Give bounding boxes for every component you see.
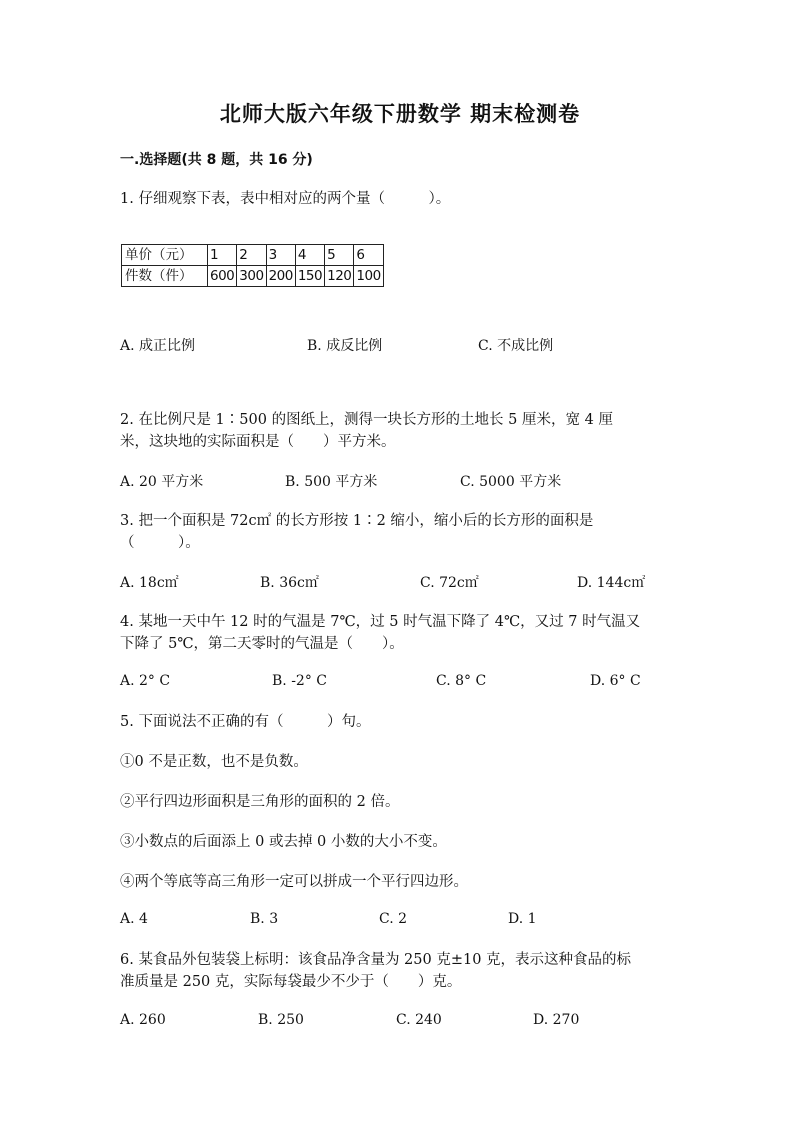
q3-option-b: B. 36c㎡ [260, 575, 319, 591]
q2-option-a: A. 20 平方米 [120, 474, 204, 490]
q5-option-d: D. 1 [508, 911, 537, 927]
q5-option-c: C. 2 [379, 911, 408, 927]
table-cell: 2 [237, 245, 266, 266]
table-cell: 5 [325, 245, 354, 266]
q5-option-b: B. 3 [250, 911, 279, 927]
q4-option-b: B. -2° C [272, 673, 327, 689]
q6-option-c: C. 240 [396, 1012, 442, 1028]
section-heading: 一.选择题(共 8 题，共 16 分) [120, 152, 313, 168]
table-cell: 3 [266, 245, 295, 266]
q6-option-b: B. 250 [258, 1012, 304, 1028]
q4-option-c: C. 8° C [436, 673, 487, 689]
table-row [122, 245, 384, 266]
table-cell: 200 [266, 266, 295, 287]
q5-statement-3: ③小数点的后面添上 0 或去掉 0 小数的大小不变。 [120, 834, 447, 850]
table-cell: 单价（元） [122, 245, 208, 266]
q2-stem-line2: 米，这块地的实际面积是（ ）平方米。 [120, 434, 396, 450]
q6-stem-line2: 准质量是 250 克，实际每袋最少不少于（ ）克。 [120, 974, 462, 990]
q4-option-d: D. 6° C [590, 673, 641, 689]
q4-option-a: A. 2° C [120, 673, 171, 689]
q1-stem: 1. 仔细观察下表，表中相对应的两个量（ ）。 [120, 191, 451, 207]
q3-option-d: D. 144c㎡ [577, 575, 646, 591]
q6-option-d: D. 270 [533, 1012, 580, 1028]
q2-option-c: C. 5000 平方米 [460, 474, 562, 490]
table-cell: 150 [295, 266, 324, 287]
table-cell: 件数（件） [122, 266, 208, 287]
q4-stem-line1: 4. 某地一天中午 12 时的气温是 7℃，过 5 时气温下降了 4℃，又过 7 时气温又 [120, 614, 641, 630]
table-cell: 4 [295, 245, 324, 266]
q5-stem: 5. 下面说法不正确的有（ ）句。 [120, 714, 371, 730]
table-cell: 300 [237, 266, 266, 287]
q1-option-c: C. 不成比例 [478, 338, 554, 354]
q3-option-a: A. 18c㎡ [120, 575, 179, 591]
price-quantity-table [121, 244, 384, 287]
table-cell: 6 [354, 245, 383, 266]
q2-stem-line1: 2. 在比例尺是 1∶500 的图纸上，测得一块长方形的土地长 5 厘米，宽 4 厘 [120, 412, 613, 428]
table-cell: 100 [354, 266, 383, 287]
q5-statement-2: ②平行四边形面积是三角形的面积的 2 倍。 [120, 794, 400, 810]
q4-stem-line2: 下降了 5℃，第二天零时的气温是（ ）。 [120, 636, 404, 652]
q5-statement-4: ④两个等底等高三角形一定可以拼成一个平行四边形。 [120, 874, 468, 890]
table-cell: 1 [208, 245, 237, 266]
q2-option-b: B. 500 平方米 [285, 474, 378, 490]
table-row [122, 266, 384, 287]
q3-stem-line2: （ ）。 [120, 535, 200, 551]
q1-option-a: A. 成正比例 [120, 338, 196, 354]
q1-option-b: B. 成反比例 [307, 338, 383, 354]
q3-stem-line1: 3. 把一个面积是 72c㎡ 的长方形按 1∶2 缩小，缩小后的长方形的面积是 [120, 513, 594, 529]
q6-option-a: A. 260 [120, 1012, 166, 1028]
table-cell: 600 [208, 266, 237, 287]
q5-option-a: A. 4 [120, 911, 148, 927]
q6-stem-line1: 6. 某食品外包装袋上标明：该食品净含量为 250 克±10 克，表示这种食品的标 [120, 952, 632, 968]
table-cell: 120 [325, 266, 354, 287]
q5-statement-1: ①0 不是正数，也不是负数。 [120, 754, 308, 770]
q3-option-c: C. 72c㎡ [420, 575, 479, 591]
page-title: 北师大版六年级下册数学 期末检测卷 [219, 102, 581, 126]
